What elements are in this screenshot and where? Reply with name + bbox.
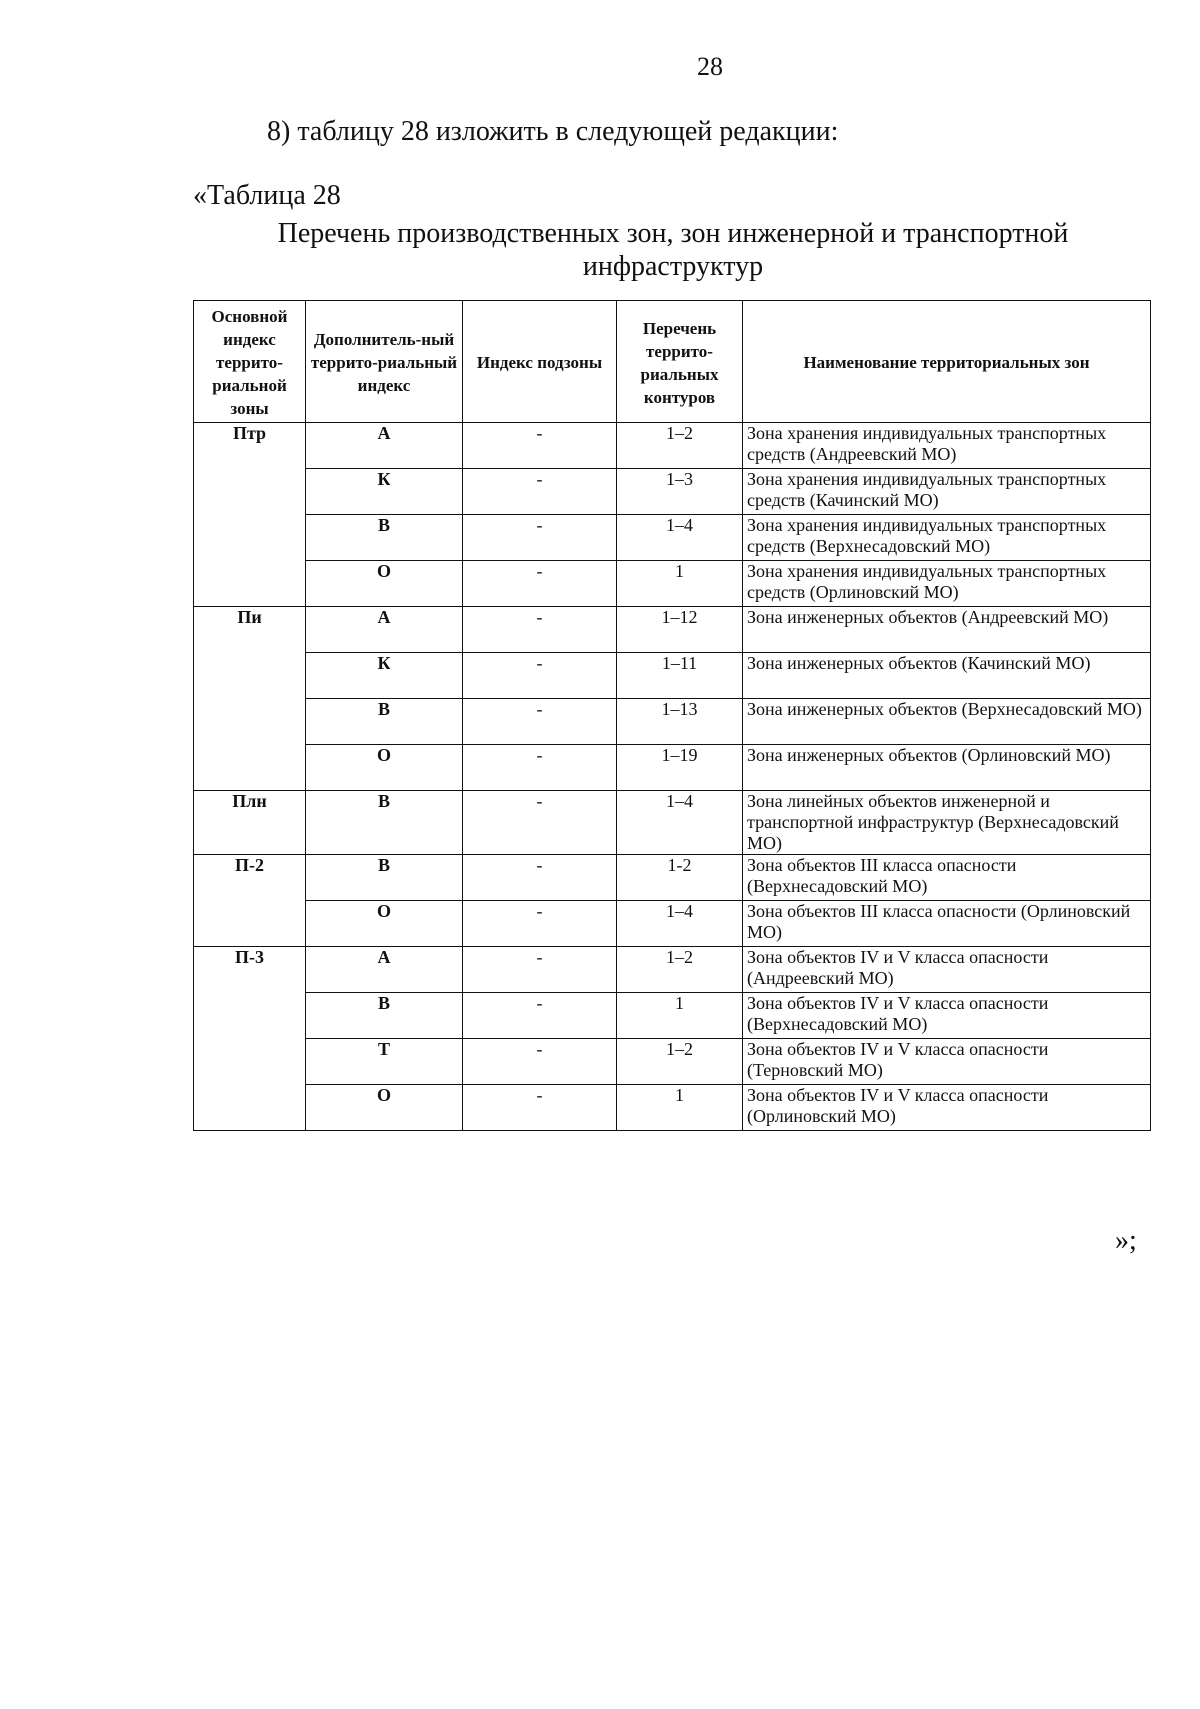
contours-cell: 1–12	[617, 607, 743, 653]
table-row	[194, 607, 1151, 653]
header-contours: Перечень террито-риальных контуров	[617, 301, 743, 423]
additional-index-cell: В	[306, 699, 463, 745]
subzone-index-cell: -	[463, 469, 617, 515]
table-title: Перечень производственных зон, зон инженерной и транспортной инфраструктур	[277, 218, 1069, 282]
table-header-row	[194, 301, 1151, 423]
zone-name-cell: Зона объектов IV и V класса опасности (Андреевский МО)	[743, 947, 1151, 993]
contours-cell: 1–13	[617, 699, 743, 745]
contours-cell: 1–4	[617, 791, 743, 855]
header-subzone-index: Индекс подзоны	[463, 301, 617, 423]
additional-index-cell: К	[306, 469, 463, 515]
zone-name-cell: Зона инженерных объектов (Орлиновский МО)	[743, 745, 1151, 791]
table-row	[194, 515, 1151, 561]
main-index-cell: П-2	[194, 855, 306, 947]
subzone-index-cell: -	[463, 855, 617, 901]
table-row	[194, 947, 1151, 993]
table-row	[194, 1039, 1151, 1085]
subzone-index-cell: -	[463, 653, 617, 699]
zone-name-cell: Зона инженерных объектов (Верхнесадовский МО)	[743, 699, 1151, 745]
additional-index-cell: А	[306, 947, 463, 993]
subzone-index-cell: -	[463, 993, 617, 1039]
table-row	[194, 699, 1151, 745]
subzone-index-cell: -	[463, 561, 617, 607]
main-index-cell: Птр	[194, 423, 306, 607]
contours-cell: 1	[617, 561, 743, 607]
additional-index-cell: В	[306, 791, 463, 855]
contours-cell: 1–3	[617, 469, 743, 515]
additional-index-cell: А	[306, 607, 463, 653]
subzone-index-cell: -	[463, 745, 617, 791]
page-number: 28	[697, 52, 723, 81]
zone-name-cell: Зона объектов IV и V класса опасности (Терновский МО)	[743, 1039, 1151, 1085]
subzone-index-cell: -	[463, 947, 617, 993]
additional-index-cell: В	[306, 515, 463, 561]
contours-cell: 1–19	[617, 745, 743, 791]
zone-name-cell: Зона инженерных объектов (Андреевский МО)	[743, 607, 1151, 653]
contours-cell: 1–2	[617, 1039, 743, 1085]
subzone-index-cell: -	[463, 1085, 617, 1131]
contours-cell: 1–4	[617, 515, 743, 561]
table-row	[194, 1085, 1151, 1131]
zone-name-cell: Зона линейных объектов инженерной и транспортной инфраструктур (Верхнесадовский МО)	[743, 791, 1151, 855]
zones-table	[193, 300, 1151, 1131]
zone-name-cell: Зона объектов IV и V класса опасности (Орлиновский МО)	[743, 1085, 1151, 1131]
table-body	[194, 423, 1151, 1131]
zone-name-cell: Зона объектов III класса опасности (Орлиновский МО)	[743, 901, 1151, 947]
header-main-index: Основной индекс террито-риальной зоны	[194, 301, 306, 423]
contours-cell: 1	[617, 1085, 743, 1131]
zone-name-cell: Зона объектов III класса опасности (Верхнесадовский МО)	[743, 855, 1151, 901]
subzone-index-cell: -	[463, 901, 617, 947]
table-row	[194, 791, 1151, 855]
main-index-cell: Плн	[194, 791, 306, 855]
table-row	[194, 901, 1151, 947]
subzone-index-cell: -	[463, 423, 617, 469]
contours-cell: 1-2	[617, 855, 743, 901]
table-caption: «Таблица 28	[193, 180, 341, 211]
subzone-index-cell: -	[463, 515, 617, 561]
zone-name-cell: Зона объектов IV и V класса опасности (Верхнесадовский МО)	[743, 993, 1151, 1039]
table-row	[194, 561, 1151, 607]
main-index-cell: П-3	[194, 947, 306, 1131]
table-row	[194, 745, 1151, 791]
zone-name-cell: Зона хранения индивидуальных транспортных средств (Орлиновский МО)	[743, 561, 1151, 607]
subzone-index-cell: -	[463, 607, 617, 653]
instruction-text: 8) таблицу 28 изложить в следующей редакции:	[267, 116, 839, 147]
zone-name-cell: Зона инженерных объектов (Качинский МО)	[743, 653, 1151, 699]
header-zone-name: Наименование территориальных зон	[743, 301, 1151, 423]
subzone-index-cell: -	[463, 699, 617, 745]
table-row	[194, 993, 1151, 1039]
additional-index-cell: О	[306, 745, 463, 791]
table-row	[194, 855, 1151, 901]
contours-cell: 1–2	[617, 947, 743, 993]
subzone-index-cell: -	[463, 1039, 617, 1085]
additional-index-cell: О	[306, 901, 463, 947]
table-row	[194, 423, 1151, 469]
header-additional-index: Дополнитель-ный террито-риальный индекс	[306, 301, 463, 423]
contours-cell: 1–4	[617, 901, 743, 947]
zone-name-cell: Зона хранения индивидуальных транспортных средств (Качинский МО)	[743, 469, 1151, 515]
table-row	[194, 653, 1151, 699]
contours-cell: 1–2	[617, 423, 743, 469]
contours-cell: 1–11	[617, 653, 743, 699]
contours-cell: 1	[617, 993, 743, 1039]
additional-index-cell: О	[306, 561, 463, 607]
additional-index-cell: О	[306, 1085, 463, 1131]
closing-quote: »;	[1115, 1225, 1137, 1256]
additional-index-cell: В	[306, 993, 463, 1039]
additional-index-cell: В	[306, 855, 463, 901]
main-index-cell: Пи	[194, 607, 306, 791]
subzone-index-cell: -	[463, 791, 617, 855]
zone-name-cell: Зона хранения индивидуальных транспортных средств (Верхнесадовский МО)	[743, 515, 1151, 561]
additional-index-cell: А	[306, 423, 463, 469]
table-row	[194, 469, 1151, 515]
additional-index-cell: Т	[306, 1039, 463, 1085]
zone-name-cell: Зона хранения индивидуальных транспортных средств (Андреевский МО)	[743, 423, 1151, 469]
additional-index-cell: К	[306, 653, 463, 699]
